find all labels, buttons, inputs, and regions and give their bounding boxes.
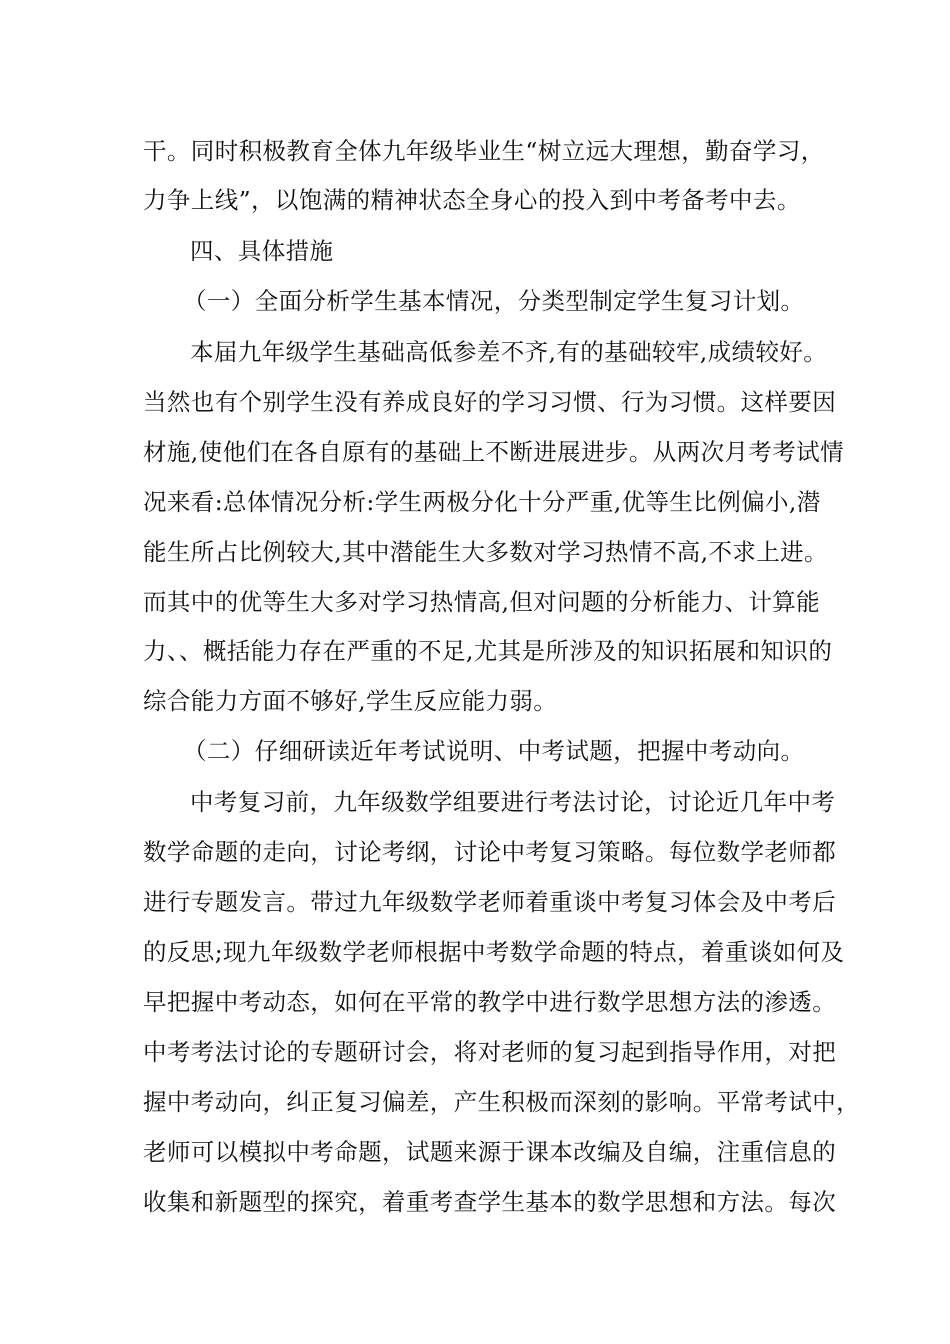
section-heading: 四、具体措施 xyxy=(190,237,334,265)
subsection-heading: （二）仔细研读近年考试说明、中考试题，把握中考动向。 xyxy=(183,737,805,765)
text-line: 中考考法讨论的专题研讨会，将对老师的复习起到指导作用，对把 xyxy=(143,1038,837,1066)
subsection-heading: （一）全面分析学生基本情况，分类型制定学生复习计划。 xyxy=(183,287,805,315)
text-line: 材施,使他们在各自原有的基础上不断进展进步。从两次月考考试情 xyxy=(143,438,844,466)
text-line: 况来看:总体情况分析:学生两极分化十分严重,优等生比例偏小,潜 xyxy=(143,488,821,516)
text-line: 数学命题的走向，讨论考纲，讨论中考复习策略。每位数学老师都 xyxy=(143,838,837,866)
text-line: 能生所占比例较大,其中潜能生大多数对学习热情不高,不求上进。 xyxy=(143,538,828,566)
text-line: 综合能力方面不够好,学生反应能力弱。 xyxy=(143,687,558,715)
text-line: 早把握中考动态，如何在平常的教学中进行数学思想方法的渗透。 xyxy=(143,988,837,1016)
text-line: 的反思;现九年级数学老师根据中考数学命题的特点，着重谈如何及 xyxy=(143,938,845,966)
text-line: 中考复习前，九年级数学组要进行考法讨论，讨论近几年中考 xyxy=(190,788,836,816)
text-line: 当然也有个别学生没有养成良好的学习习惯、行为习惯。这样要因 xyxy=(143,388,837,416)
text-line: 力、、概括能力存在严重的不足,尤其是所涉及的知识拓展和知识的 xyxy=(143,637,833,665)
text-line: 进行专题发言。带过九年级数学老师着重谈中考复习体会及中考后 xyxy=(143,888,837,916)
text-line: 本届九年级学生基础高低参差不齐,有的基础较牢,成绩较好。 xyxy=(190,338,828,366)
text-line: 收集和新题型的探究，着重考查学生基本的数学思想和方法。每次 xyxy=(143,1188,837,1216)
text-line: 而其中的优等生大多对学习热情高,但对问题的分析能力、计算能 xyxy=(143,588,821,616)
text-line: 老师可以模拟中考命题，试题来源于课本改编及自编，注重信息的 xyxy=(143,1138,837,1166)
text-line: 力争上线”，以饱满的精神状态全身心的投入到中考备考中去。 xyxy=(143,186,801,214)
text-line: 握中考动向，纠正复习偏差，产生积极而深刻的影响。平常考试中， xyxy=(143,1088,860,1116)
text-line: 干。同时积极教育全体九年级毕业生“树立远大理想，勤奋学习， xyxy=(143,137,825,165)
